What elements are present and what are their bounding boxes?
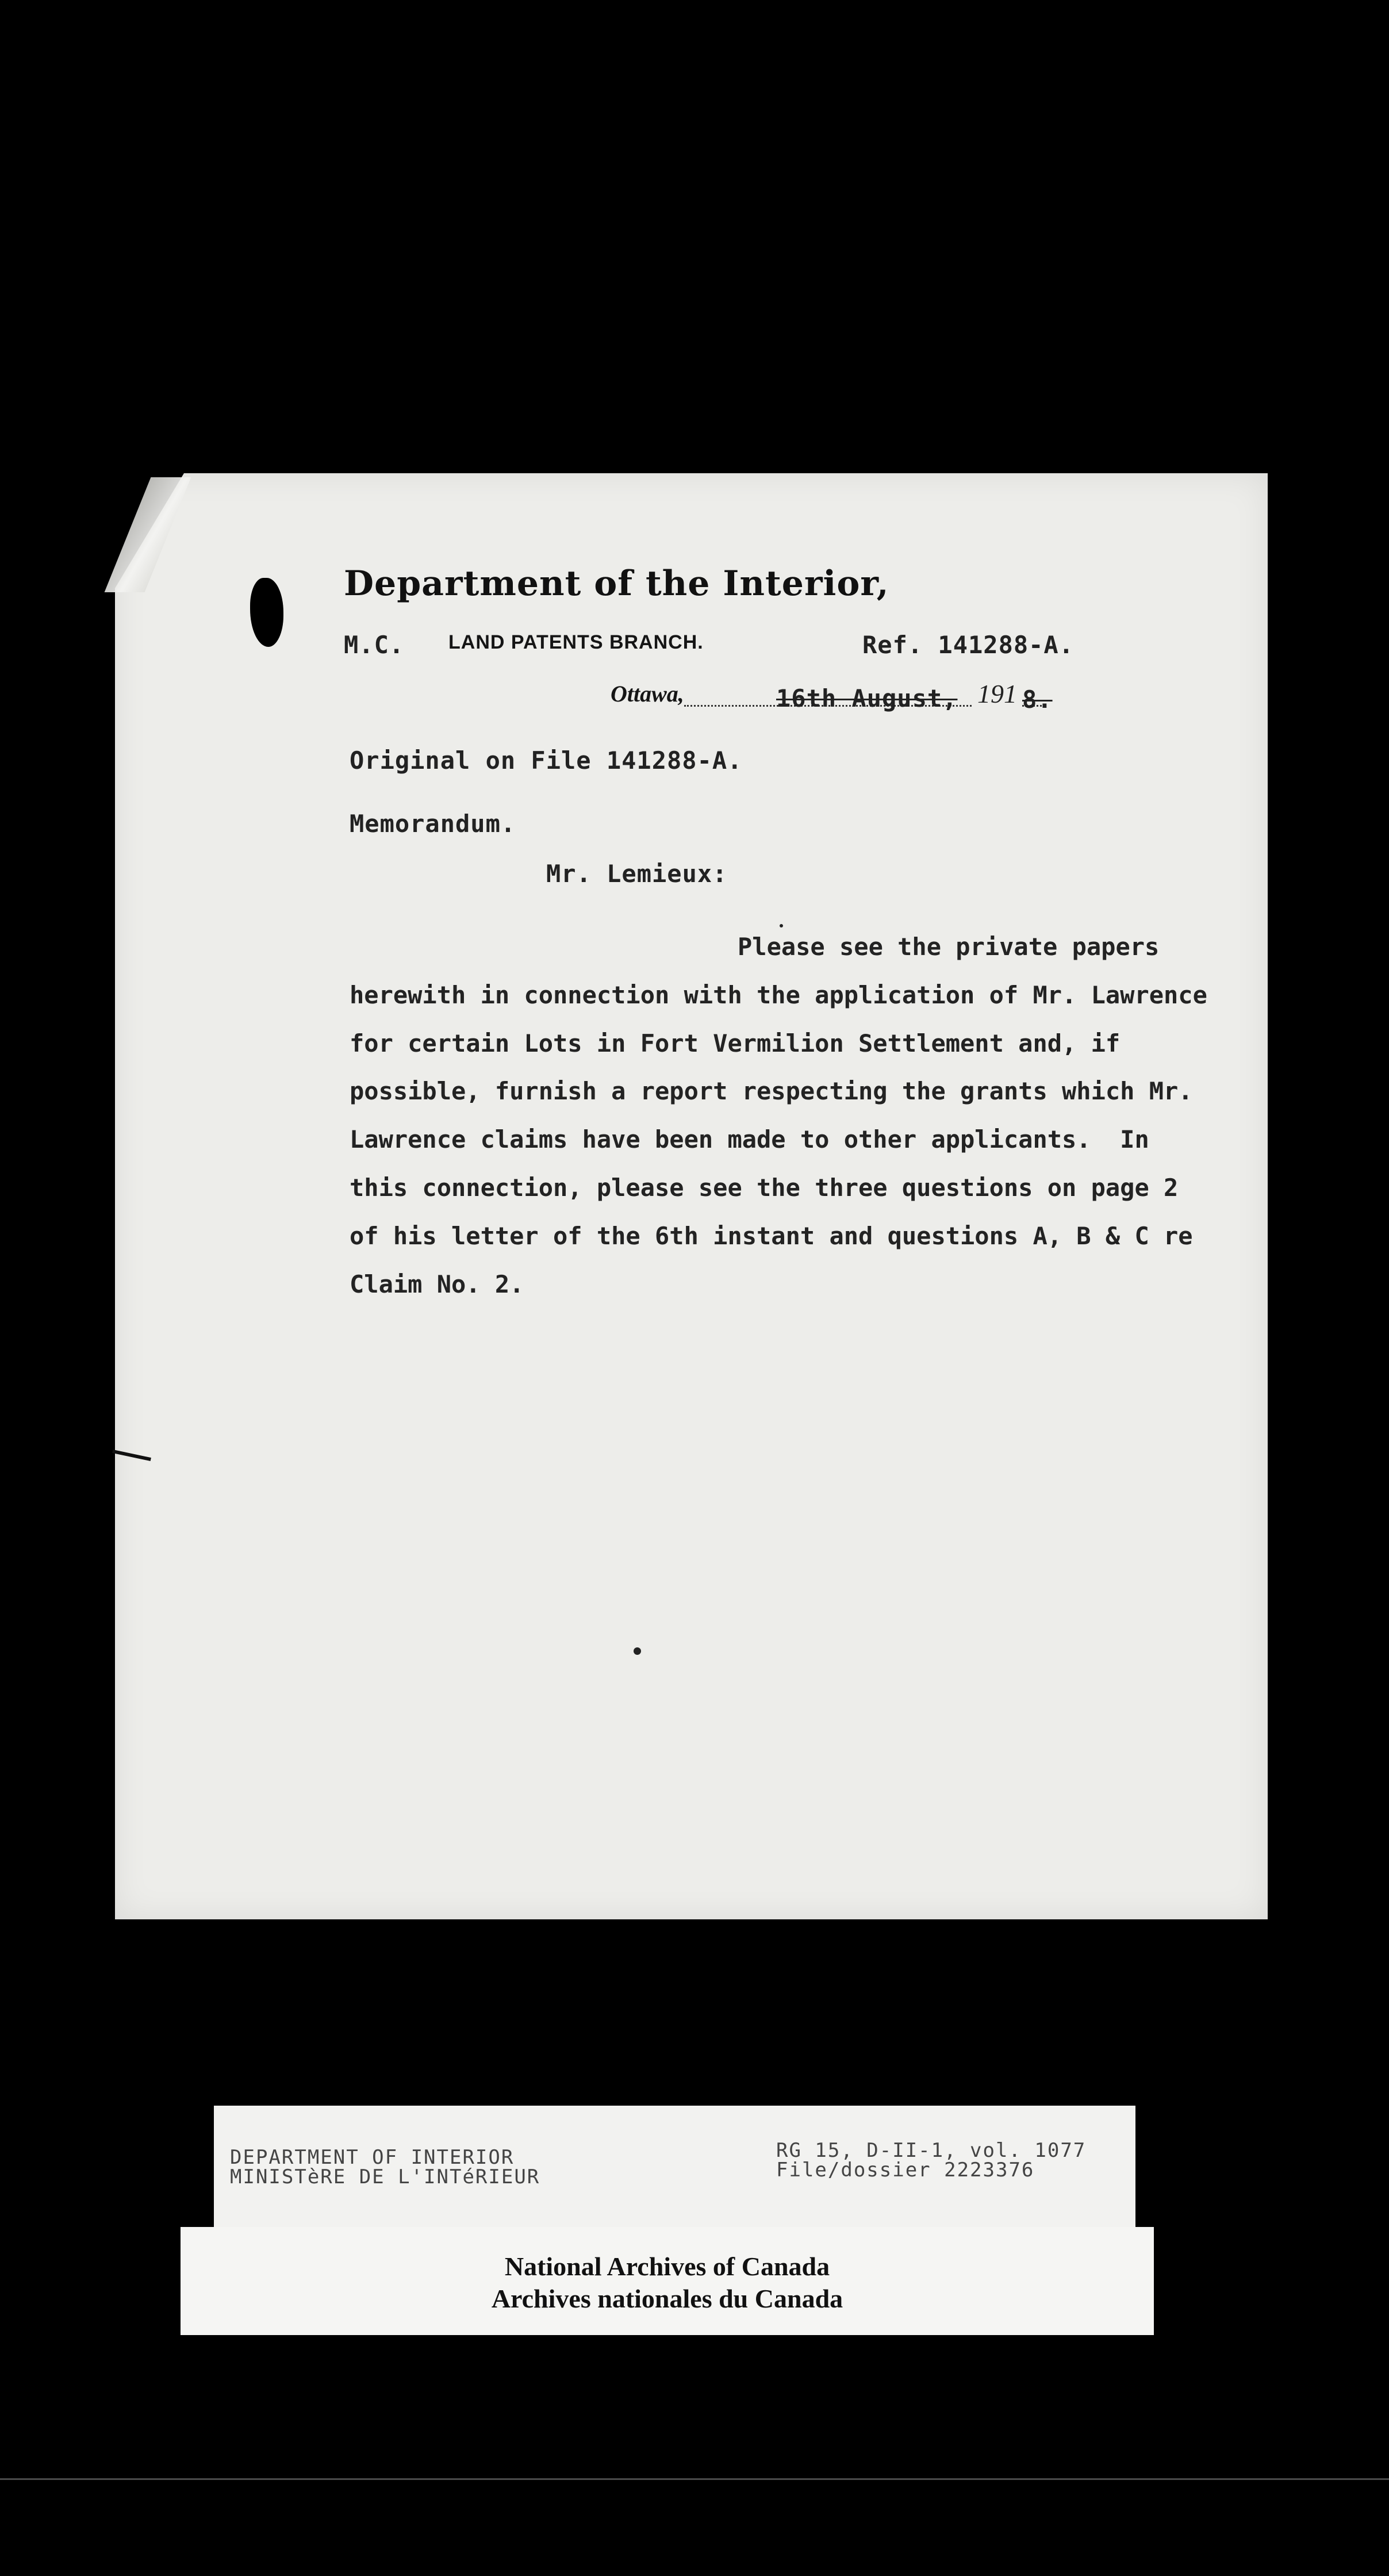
ink-speck xyxy=(780,924,783,927)
body-line: herewith in connection with the application of Mr. Lawrence xyxy=(350,981,1207,1009)
body-line: Please see the private papers xyxy=(738,933,1160,961)
archive-reference-label xyxy=(214,2106,1135,2229)
initials: M.C. xyxy=(344,631,405,659)
body-line: possible, furnish a report respecting the grants which Mr. xyxy=(350,1077,1193,1105)
year-suffix: 8. xyxy=(1022,685,1053,714)
body-line: this connection, please see the three questions on page 2 xyxy=(350,1174,1179,1202)
year-prefix: 191 xyxy=(977,679,1017,708)
body-line: Claim No. 2. xyxy=(350,1270,524,1298)
department-heading: Department of the Interior, xyxy=(344,564,889,604)
scanner-edge-line xyxy=(0,2478,1389,2480)
body-line: of his letter of the 6th instant and questions A, B & C re xyxy=(350,1222,1193,1250)
department-french: MINISTèRE DE L'INTéRIEUR xyxy=(230,2165,540,2188)
body-line: for certain Lots in Fort Vermilion Settlement and, if xyxy=(350,1029,1121,1057)
ink-speck xyxy=(634,1647,641,1655)
original-on-file: Original on File 141288-A. xyxy=(350,746,743,775)
memo-type: Memorandum. xyxy=(350,810,516,838)
place-label: Ottawa, xyxy=(611,681,684,707)
reference-number: Ref. 141288-A. xyxy=(862,631,1075,659)
record-group-reference: RG 15, D-II-1, vol. 1077 xyxy=(776,2139,1087,2162)
date-typed: 16th August, xyxy=(776,684,958,712)
branch-name: LAND PATENTS BRANCH. xyxy=(448,631,704,653)
archives-name-french: Archives nationales du Canada xyxy=(491,2284,843,2313)
national-archives-banner xyxy=(181,2227,1154,2335)
body-line: Lawrence claims have been made to other applicants. In xyxy=(350,1125,1149,1153)
addressee: Mr. Lemieux: xyxy=(546,860,728,888)
file-number: File/dossier 2223376 xyxy=(776,2159,1035,2182)
archives-name-english: National Archives of Canada xyxy=(504,2252,830,2281)
department-english: DEPARTMENT OF INTERIOR xyxy=(230,2146,515,2169)
